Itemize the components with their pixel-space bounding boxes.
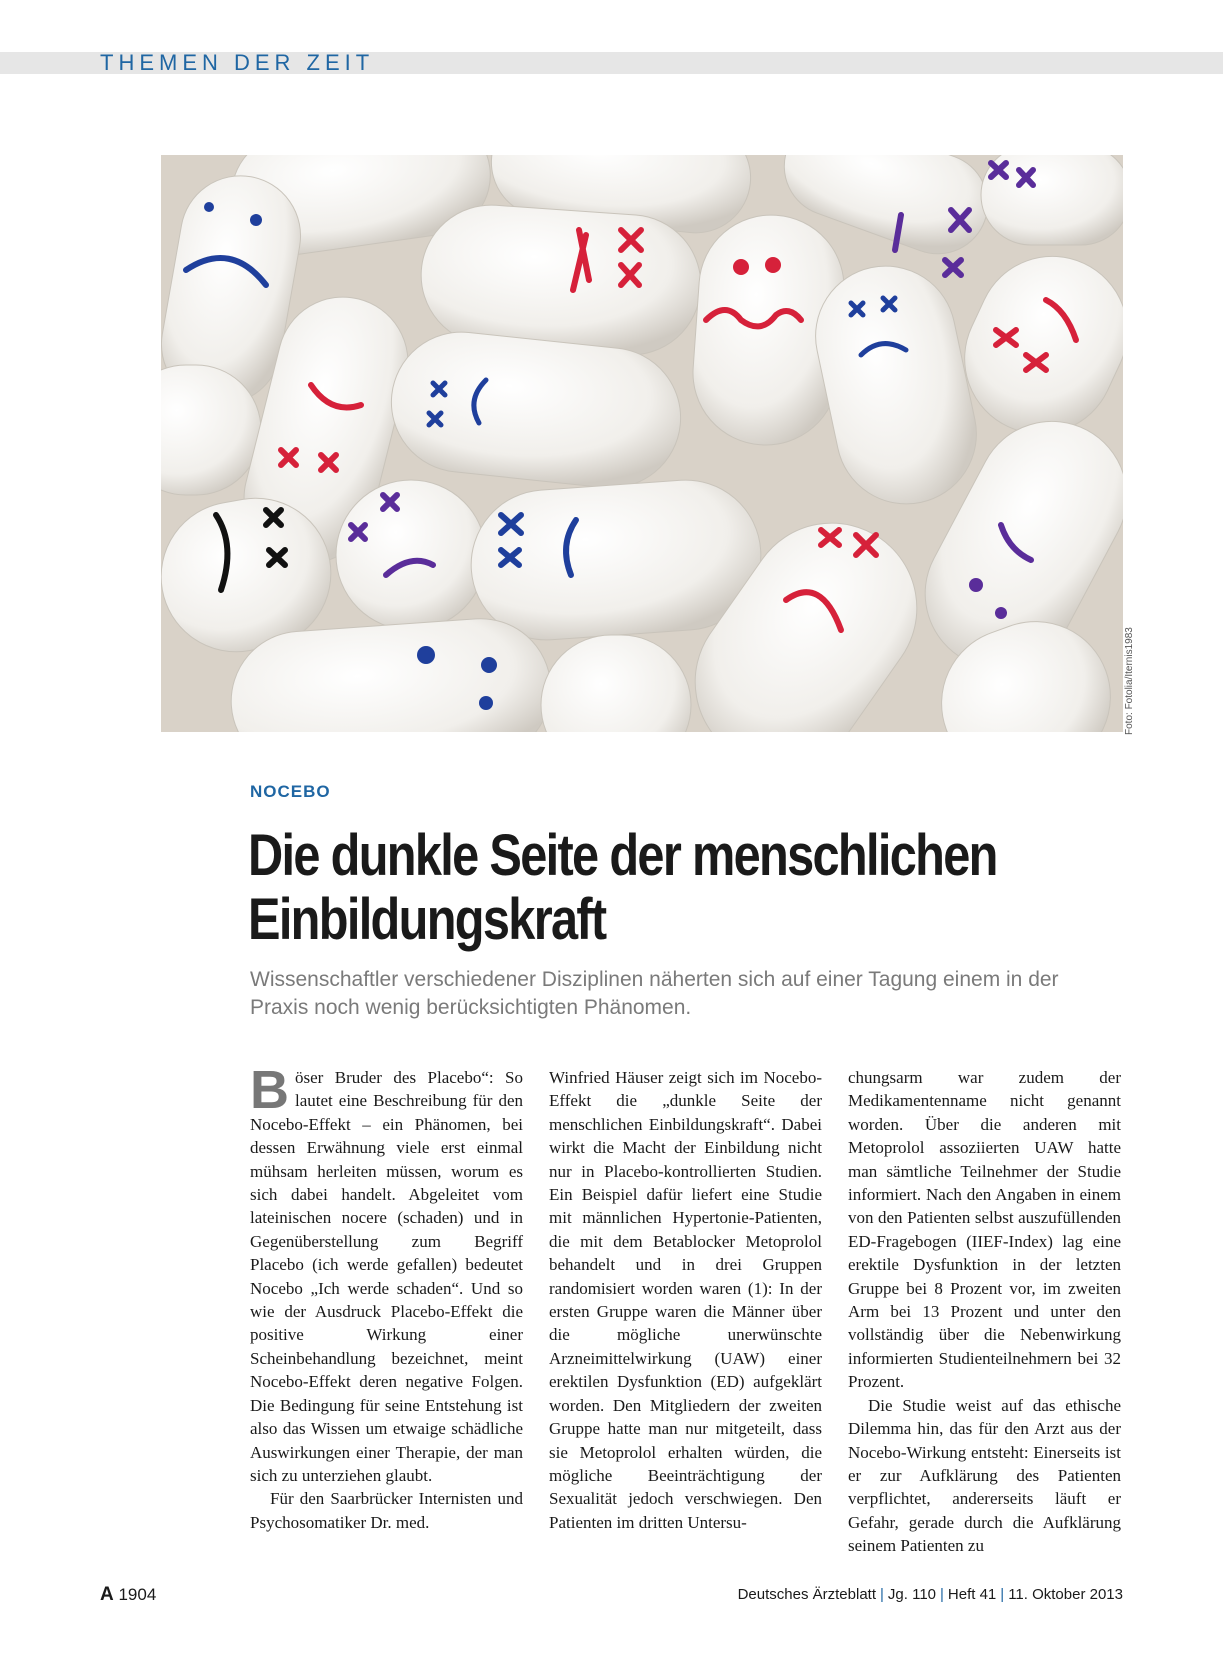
article-subtitle: Wissenschaftler verschiedener Disziplinen näherten sich auf einer Tagung einem in der Praxis noch wenig berücksichtigten Phänomen. (250, 968, 1059, 1019)
text-column-3 (848, 1066, 1121, 1558)
headline-line-1: Die dunkle Seite der menschlichen (248, 823, 997, 888)
section-label: THEMEN DER ZEIT (100, 50, 375, 75)
paragraph: Winfried Häuser zeigt sich im Nocebo-Effekt die „dunkle Seite der menschlichen Einbildungskraft“. Dabei wirkt die Macht der Einbildung nicht nur in Placebo-kontrollierten Studien. Ein Beispiel dafür liefert eine Studie mit männlichen Hypertonie-Patienten, die mit dem Betablocker Metoprolol behandelt und in drei Gruppen randomisiert worden waren (1): In der ersten Gruppe waren die Männer über die mögliche unerwünschte Arzneimittelwirkung (UAW) einer erektilen Dysfunktion (ED) aufgeklärt worden. Den Mitgliedern der zweiten Gruppe hatte man nur mitgeteilt, dass sie Metoprolol erhalten würden, die mögliche Beeinträchtigung der Sexualität jedoch verschwiegen. Den Patienten im dritten Untersu- (549, 1068, 822, 1532)
drop-cap: B (250, 1060, 289, 1120)
page-prefix: A (100, 1584, 114, 1605)
page-number-value: 1904 (118, 1585, 157, 1604)
footer-separator: | (880, 1586, 884, 1603)
article-headline (248, 824, 1004, 952)
footer-separator: | (940, 1586, 944, 1603)
footer-separator: | (1000, 1586, 1005, 1603)
text-column-1 (250, 1060, 523, 1534)
article-kicker: NOCEBO (250, 782, 331, 801)
journal-issue: Heft 41 (947, 1586, 997, 1603)
paragraph-text: öser Bruder des Placebo“: So lautet eine Beschreibung für den Nocebo-Effekt – ein Phänomen, bei dessen Erwähnung viele erst einmal mühsam herleiten müssen, worum es sich dabei handelt. Abgeleitet vom lateinischen nocere (schaden) und in Gegenüberstellung zum Begriff Placebo (ich werde gefallen) bedeutet Nocebo „Ich werde schaden“. Und so wie der Ausdruck Placebo-Effekt die positive Wirkung einer Scheinbehandlung bezeichnet, meint Nocebo-Effekt deren negative Folgen. Die Bedingung für seine Entstehung ist also das Wissen um etwaige schädliche Auswirkungen einer Therapie, der man sich zu unterziehen glaubt. (250, 1068, 523, 1485)
paragraph: Für den Saarbrücker Internisten und Psychosomatiker Dr. med. (250, 1489, 523, 1532)
journal-footer (738, 1586, 1123, 1603)
headline-line-2: Einbildungskraft (248, 887, 606, 952)
text-column-2 (549, 1066, 822, 1534)
paragraph: Die Studie weist auf das ethische Dilemma hin, das für den Arzt aus der Nocebo-Wirkung entsteht: Einerseits ist er zur Aufklärung des Patienten verpflichtet, andererseits läuft er Gefahr, gerade durch die Aufklärung seinem Patienten zu (848, 1395, 1121, 1556)
pills-illustration (161, 155, 1123, 732)
paragraph: chungsarm war zudem der Medikamentenname nicht genannt worden. Über die anderen mit Metoprolol assoziierten UAW hatte man sämtliche Teilnehmer der Studie informiert. Nach den Angaben in einem von den Patienten selbst auszufüllenden ED-Fragebogen (IIEF-Index) lag eine erektile Dysfunktion in der letzten Gruppe bei 8 Prozent vor, im zweiten Arm bei 13 Prozent und unter den vollständig über die Nebenwirkung informierten Studienteilnehmern bei 32 Prozent. (848, 1068, 1121, 1392)
journal-date: 11. Oktober 2013 (1008, 1586, 1123, 1603)
page-number (100, 1584, 156, 1606)
paragraph (250, 1060, 523, 1487)
photo-credit: Foto: Fotolia/Iternis1983 (1124, 627, 1135, 735)
journal-volume: Jg. 110 (887, 1586, 936, 1603)
article-photo (161, 155, 1123, 732)
journal-name: Deutsches Ärzteblatt (737, 1586, 876, 1603)
